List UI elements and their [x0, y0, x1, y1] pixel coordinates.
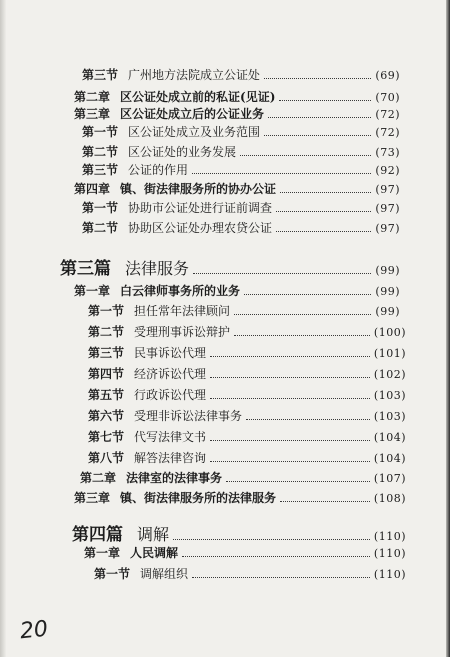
- toc-entry[interactable]: [82, 163, 400, 178]
- toc-entry[interactable]: [88, 346, 406, 361]
- toc-entry-number: 第二节: [82, 221, 119, 235]
- dot-leader: [210, 398, 370, 399]
- toc-entry-page: (102): [373, 368, 406, 381]
- dot-leader: [192, 577, 370, 578]
- dot-leader: [210, 356, 370, 357]
- toc-entry-number: 第七节: [88, 430, 125, 444]
- toc-entry[interactable]: [80, 471, 406, 486]
- toc-entry-number: 第三节: [82, 68, 119, 82]
- toc-entry[interactable]: [74, 491, 406, 506]
- dot-leader: [279, 100, 371, 101]
- dot-leader: [280, 192, 371, 193]
- toc-entry-title: 解答法律咨询: [134, 451, 207, 465]
- toc-entry[interactable]: [74, 107, 400, 122]
- toc-entry-number: 第四章: [74, 182, 111, 196]
- toc-entry-page: (104): [373, 452, 406, 465]
- toc-entry-page: (97): [375, 202, 400, 215]
- toc-entry-number: 第二章: [80, 471, 117, 485]
- toc-entry-page: (73): [375, 146, 400, 159]
- toc-entry[interactable]: [82, 221, 400, 236]
- toc-entry[interactable]: [82, 68, 400, 83]
- toc-entry-number: 第一章: [74, 284, 111, 298]
- toc-entry-number: 第二章: [74, 90, 111, 104]
- toc-entry-number: 第三章: [74, 491, 111, 505]
- toc-entry-number: 第一节: [94, 567, 131, 581]
- toc-entry-title: 受理非诉讼法律事务: [134, 409, 243, 423]
- toc-entry[interactable]: [88, 430, 406, 445]
- toc-entry-title: 受理刑事诉讼辩护: [134, 325, 231, 339]
- toc-entry-title: 协助市公证处进行证前调查: [128, 201, 273, 215]
- toc-entry-page: (110): [373, 547, 406, 560]
- toc-entry[interactable]: [60, 260, 400, 280]
- dot-leader: [193, 273, 371, 274]
- dot-leader: [234, 335, 370, 336]
- toc-entry-title: 广州地方法院成立公证处: [128, 68, 261, 82]
- toc-entry-title: 调解: [137, 525, 170, 544]
- toc-entry-title: 法律服务: [125, 259, 190, 278]
- toc-entry-page: (72): [375, 126, 400, 139]
- toc-entry-page: (103): [373, 389, 406, 402]
- toc-entry-page: (104): [373, 431, 406, 444]
- dot-leader: [182, 556, 370, 557]
- toc-entry[interactable]: [88, 325, 406, 340]
- toc-entry[interactable]: [82, 145, 400, 160]
- toc-entry-page: (100): [373, 326, 406, 339]
- toc-entry-number: 第八节: [88, 451, 125, 465]
- toc-entry-page: (99): [375, 264, 400, 277]
- toc-entry[interactable]: [82, 125, 400, 140]
- dot-leader: [226, 481, 370, 482]
- toc-entry-page: (69): [375, 69, 400, 82]
- toc-entry-title: 民事诉讼代理: [134, 346, 207, 360]
- toc-entry-title: 行政诉讼代理: [134, 388, 207, 402]
- toc-entry[interactable]: [82, 201, 400, 216]
- toc-entry-title: 镇、街法律服务所的法律服务: [120, 491, 277, 505]
- toc-entry-number: 第四节: [88, 367, 125, 381]
- toc-entry[interactable]: [74, 90, 400, 105]
- toc-entry-page: (99): [375, 285, 400, 298]
- toc-entry[interactable]: [88, 304, 400, 319]
- toc-entry-title: 镇、街法律服务所的协办公证: [120, 182, 277, 196]
- toc-entry-title: 公证的作用: [128, 163, 189, 177]
- dot-leader: [276, 211, 371, 212]
- toc-entry-title: 人民调解: [130, 546, 179, 560]
- toc-entry-number: 第一章: [84, 546, 121, 560]
- toc-entry-number: 第六节: [88, 409, 125, 423]
- toc-entry-page: (107): [373, 472, 406, 485]
- toc-entry-title: 担任常年法律顾问: [134, 304, 231, 318]
- toc-entry-number: 第四篇: [72, 525, 123, 545]
- toc-entry-title: 调解组织: [140, 567, 189, 581]
- toc-entry-title: 区公证处成立后的公证业务: [120, 107, 265, 121]
- dot-leader: [264, 78, 371, 79]
- toc-entry[interactable]: [74, 182, 400, 197]
- toc-entry-number: 第一节: [82, 125, 119, 139]
- toc-entry-page: (97): [375, 183, 400, 196]
- dot-leader: [234, 314, 371, 315]
- toc-entry-number: 第二节: [82, 145, 119, 159]
- toc-entry-number: 第一节: [82, 201, 119, 215]
- toc-entry-title: 白云律师事务所的业务: [120, 284, 241, 298]
- dot-leader: [244, 294, 371, 295]
- dot-leader: [210, 461, 370, 462]
- toc-entry-number: 第五节: [88, 388, 125, 402]
- toc-entry[interactable]: [94, 567, 406, 582]
- toc-entry-number: 第三节: [82, 163, 119, 177]
- toc-entry-page: (92): [375, 164, 400, 177]
- toc-entry-page: (97): [375, 222, 400, 235]
- toc-entry[interactable]: [88, 409, 406, 424]
- toc-entry[interactable]: [88, 388, 406, 403]
- toc-entry-title: 法律室的法律事务: [126, 471, 223, 485]
- toc-entry-number: 第二节: [88, 325, 125, 339]
- toc-entry-page: (99): [375, 305, 400, 318]
- dot-leader: [264, 135, 371, 136]
- toc-entry-number: 第三节: [88, 346, 125, 360]
- toc-entry[interactable]: [72, 526, 406, 546]
- dot-leader: [192, 173, 371, 174]
- dot-leader: [210, 440, 370, 441]
- toc-entry-page: (110): [373, 568, 406, 581]
- toc-entry-page: (108): [373, 492, 406, 505]
- toc-entry-title: 代写法律文书: [134, 430, 207, 444]
- toc-entry-page: (70): [375, 91, 400, 104]
- dot-leader: [268, 117, 371, 118]
- toc-entry-page: (110): [373, 530, 406, 543]
- toc-entry[interactable]: [88, 451, 406, 466]
- dot-leader: [246, 419, 370, 420]
- toc-entry-title: 经济诉讼代理: [134, 367, 207, 381]
- dot-leader: [280, 501, 370, 502]
- toc-entry-title: 区公证处成立前的私证(见证): [120, 90, 276, 104]
- toc-entry-number: 第三章: [74, 107, 111, 121]
- handwritten-page-number: 20: [18, 616, 50, 645]
- toc-entry-page: (101): [373, 347, 406, 360]
- toc-entry-title: 区公证处成立及业务范围: [128, 125, 261, 139]
- toc-entry[interactable]: [88, 367, 406, 382]
- toc-entry[interactable]: [84, 546, 406, 561]
- dot-leader: [173, 539, 370, 540]
- dot-leader: [276, 231, 371, 232]
- toc-entry[interactable]: [74, 284, 400, 299]
- toc-entry-number: 第一节: [88, 304, 125, 318]
- toc-entry-number: 第三篇: [60, 259, 111, 279]
- toc-entry-page: (103): [373, 410, 406, 423]
- toc-entry-page: (72): [375, 108, 400, 121]
- dot-leader: [210, 377, 370, 378]
- dot-leader: [240, 155, 371, 156]
- toc-entry-title: 协助区公证处办理农贷公证: [128, 221, 273, 235]
- toc-entry-title: 区公证处的业务发展: [128, 145, 237, 159]
